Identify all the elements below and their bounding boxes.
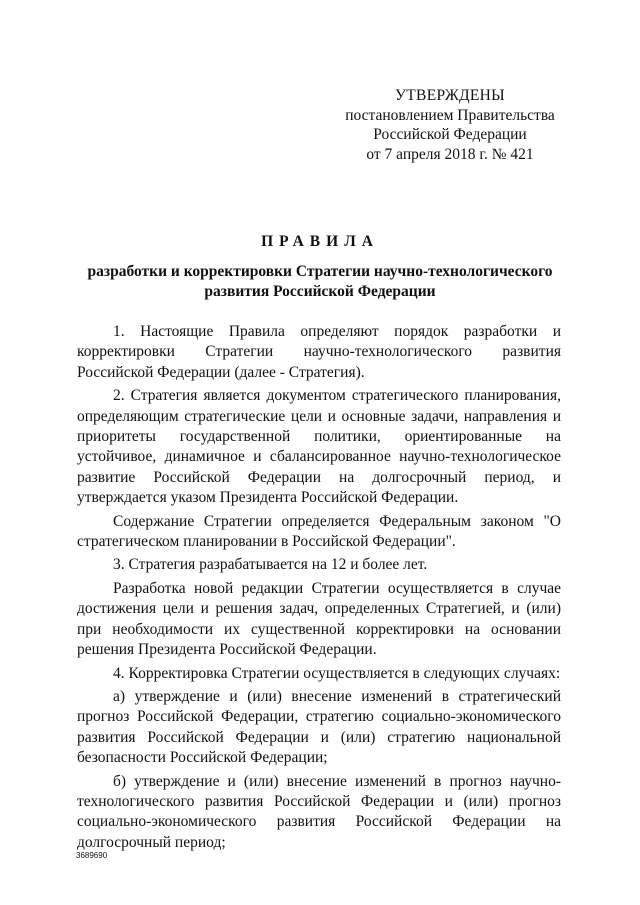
document-body [77, 322, 561, 856]
document-subtitle: разработки и корректировки Стратегии научно-технологического развития Российской Федерации [87, 263, 553, 300]
approval-block [330, 86, 570, 164]
document-number: 3689690 [76, 851, 108, 860]
approval-line-3: от 7 апреля 2018 г. № 421 [366, 145, 534, 163]
approval-line-2: Российской Федерации [373, 126, 527, 143]
paragraph-1: 1. Настоящие Правила определяют порядок разработки и корректировки Стратегии научно-технологического развития Российской Федерации (далее - Стратегия). [77, 323, 561, 381]
paragraph-4: 4. Корректировка Стратегии осуществляется в следующих случаях: [113, 664, 561, 682]
paragraph-4a: а) утверждение и (или) внесение изменений в стратегический прогноз Российской Федерации, стратегию социально-экономического развития Российской Федерации и (или) стратегию национальной безопасности Российской Федерации; [77, 687, 561, 767]
paragraph-3-revision: Разработка новой редакции Стратегии осуществляется в случае достижения цели и решения задач, определенных Стратегией, и (или) при необходимости их существенной корректировки на основании решения Президента Российской Федерации. [77, 579, 561, 659]
paragraph-2-content: Содержание Стратегии определяется Федеральным законом "О стратегическом планировании в Российской Федерации". [77, 512, 561, 551]
document-title: ПРАВИЛА [261, 233, 379, 250]
paragraph-3: 3. Стратегия разрабатывается на 12 и более лет. [113, 556, 428, 574]
paragraph-2: 2. Стратегия является документом стратегического планирования, определяющим стратегические цели и основные задачи, направления и приоритеты государственной политики, ориентированные на устойчивое, динамичное и сбалансированное научно-технологическое развитие Российской Федерации на долгосрочный период, и утверждается указом Президента Российской Федерации. [77, 387, 561, 507]
paragraph-4b: б) утверждение и (или) внесение изменений в прогноз научно-технологического развития Российской Федерации и (или) прогноз социально-экономического развития Российской Федерации на долгосрочный период; [77, 772, 561, 851]
approval-line-1: постановлением Правительства [345, 106, 555, 124]
approval-heading: УТВЕРЖДЕНЫ [395, 87, 505, 104]
